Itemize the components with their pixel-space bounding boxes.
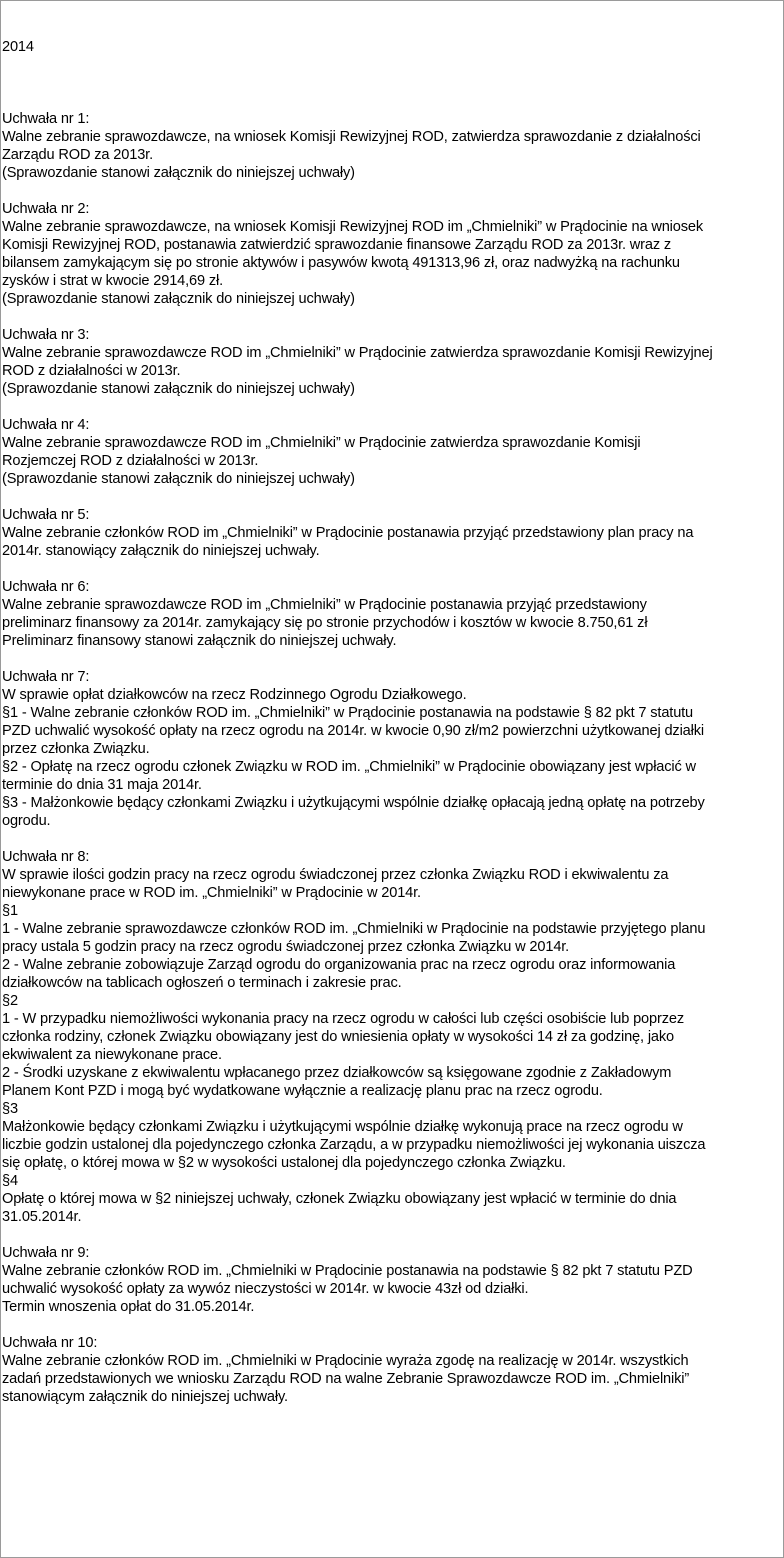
resolution-text-line: Walne zebranie sprawozdawcze ROD im „Chmielniki” w Prądocinie postanawia przyjąć przedstawiony	[2, 597, 647, 613]
resolution-text-line: 1 - Walne zebranie sprawozdawcze członków ROD im. „Chmielniki w Prądocinie na podstawie przyjętego planu	[2, 921, 706, 937]
resolution-text-line: przez członka Związku.	[2, 741, 150, 757]
resolution-text-line: (Sprawozdanie stanowi załącznik do niniejszej uchwały)	[2, 165, 355, 181]
resolution-title: Uchwała nr 5:	[2, 507, 90, 523]
resolution-text-line: Preliminarz finansowy stanowi załącznik do niniejszej uchwały.	[2, 633, 397, 649]
blank-line	[2, 398, 782, 416]
resolution-text-line: 1 - W przypadku niemożliwości wykonania pracy na rzecz ogrodu w całości lub części osobiście lub poprzez	[2, 1011, 684, 1027]
resolution-text-line: ekwiwalent za niewykonane prace.	[2, 1047, 222, 1063]
blank-line	[2, 1316, 782, 1334]
resolution-text-line: bilansem zamykającym się po stronie aktywów i pasywów kwotą 491313,96 zł, oraz nadwyżką na rachunku	[2, 255, 680, 271]
resolution-title: Uchwała nr 3:	[2, 327, 90, 343]
blank-line	[2, 560, 782, 578]
resolution-title: Uchwała nr 10:	[2, 1335, 98, 1351]
resolution-text-line: Planem Kont PZD i mogą być wydatkowane wyłącznie a realizację planu prac na rzecz ogrodu.	[2, 1083, 603, 1099]
resolution-text-line: Termin wnoszenia opłat do 31.05.2014r.	[2, 1299, 255, 1315]
resolution-text-line: (Sprawozdanie stanowi załącznik do niniejszej uchwały)	[2, 291, 355, 307]
resolution-text-line: terminie do dnia 31 maja 2014r.	[2, 777, 202, 793]
resolution-text-line: stanowiącym załącznik do niniejszej uchwały.	[2, 1389, 288, 1405]
resolution-text-line: §1 - Walne zebranie członków ROD im. „Chmielniki” w Prądocinie postanawia na podstawie § 82 pkt 7 statutu	[2, 705, 694, 721]
resolution-text-line: Walne zebranie sprawozdawcze ROD im „Chmielniki” w Prądocinie zatwierdza sprawozdanie Komisji Rewizyjnej	[2, 345, 713, 361]
resolution-text-line: §4	[2, 1173, 18, 1189]
resolution-text-line: Opłatę o której mowa w §2 niniejszej uchwały, członek Związku obowiązany jest wpłacić w terminie do dnia	[2, 1191, 677, 1207]
resolution-title: Uchwała nr 9:	[2, 1245, 90, 1261]
resolution-text-line: się opłatę, o której mowa w §2 w wysokości ustalonej dla pojedynczego członka Związku.	[2, 1155, 566, 1171]
resolution-text-line: Zarządu ROD za 2013r.	[2, 147, 153, 163]
resolution-title: Uchwała nr 7:	[2, 669, 90, 685]
resolution-text-line: Rozjemczej ROD z działalności w 2013r.	[2, 453, 259, 469]
resolution-text-line: ROD z działalności w 2013r.	[2, 363, 181, 379]
resolution-text-line: W sprawie opłat działkowców na rzecz Rodzinnego Ogrodu Działkowego.	[2, 687, 467, 703]
resolution-text-line: preliminarz finansowy za 2014r. zamykający się po stronie przychodów i kosztów w kwocie 8.750,61 zł	[2, 615, 648, 631]
resolution-text-line: §1	[2, 903, 18, 919]
resolution-text-line: niewykonane prace w ROD im. „Chmielniki” w Prądocinie w 2014r.	[2, 885, 421, 901]
resolution-text-line: §2 - Opłatę na rzecz ogrodu członek Związku w ROD im. „Chmielniki” w Prądocinie obowiązany jest wpłacić w	[2, 759, 696, 775]
resolution-text-line: W sprawie ilości godzin pracy na rzecz ogrodu świadczonej przez członka Związku ROD i ekwiwalentu za	[2, 867, 669, 883]
resolution-text-line: działkowców na tablicach ogłoszeń o terminach i zakresie prac.	[2, 975, 402, 991]
blank-line	[2, 308, 782, 326]
resolution-text-line: Komisji Rewizyjnej ROD, postanawia zatwierdzić sprawozdanie finansowe Zarządu ROD za 2013r. wraz z	[2, 237, 672, 253]
resolution-text-line: członka rodziny, członek Związku obowiązany jest do wniesienia opłaty w wysokości 14 zł za godzinę, jako	[2, 1029, 674, 1045]
resolution-text-line: §3 - Małżonkowie będący członkami Związku i użytkującymi wspólnie działkę opłacają jedną opłatę na potrzeby	[2, 795, 705, 811]
resolution-text-line: zysków i strat w kwocie 2914,69 zł.	[2, 273, 224, 289]
blank-line	[2, 830, 782, 848]
blank-line	[2, 488, 782, 506]
resolution-text-line: uchwalić wysokość opłaty za wywóz nieczystości w 2014r. w kwocie 43zł od działki.	[2, 1281, 529, 1297]
resolution-block	[2, 182, 782, 308]
resolution-text-line: ogrodu.	[2, 813, 51, 829]
resolution-text-line: 31.05.2014r.	[2, 1209, 82, 1225]
blank-line	[2, 182, 782, 200]
resolution-block	[2, 1226, 782, 1316]
resolution-text-line: Małżonkowie będący członkami Związku i użytkującymi wspólnie działkę wykonują prace na rzecz ogrodu w	[2, 1119, 683, 1135]
resolution-title: Uchwała nr 8:	[2, 849, 90, 865]
resolution-text-line: Walne zebranie członków ROD im. „Chmielniki w Prądocinie postanawia na podstawie § 82 pkt 7 statutu PZD	[2, 1263, 693, 1279]
blank-line	[2, 92, 782, 110]
document-year: 2014	[2, 39, 34, 55]
resolution-block	[2, 308, 782, 398]
resolution-text-line: (Sprawozdanie stanowi załącznik do niniejszej uchwały)	[2, 471, 355, 487]
resolution-title: Uchwała nr 4:	[2, 417, 90, 433]
resolution-text-line: Walne zebranie członków ROD im „Chmielniki” w Prądocinie postanawia przyjąć przedstawiony plan pracy na	[2, 525, 694, 541]
resolution-text-line: §3	[2, 1101, 18, 1117]
resolution-text-line: 2 - Walne zebranie zobowiązuje Zarząd ogrodu do organizowania prac na rzecz ogrodu oraz informowania	[2, 957, 676, 973]
resolution-block	[2, 92, 782, 182]
resolution-text-line: PZD uchwalić wysokość opłaty na rzecz ogrodu na 2014r. w kwocie 0,90 zł/m2 powierzchni użytkowanej działki	[2, 723, 704, 739]
resolution-text-line: Walne zebranie sprawozdawcze, na wniosek Komisji Rewizyjnej ROD, zatwierdza sprawozdanie z działalności	[2, 129, 701, 145]
resolution-text-line: §2	[2, 993, 18, 1009]
resolution-text-line: Walne zebranie sprawozdawcze, na wniosek Komisji Rewizyjnej ROD im „Chmielniki” w Prądocinie na wniosek	[2, 219, 703, 235]
resolution-title: Uchwała nr 2:	[2, 201, 90, 217]
blank-line	[2, 650, 782, 668]
blank-line	[2, 1226, 782, 1244]
resolution-block	[2, 398, 782, 488]
resolution-text-line: 2014r. stanowiący załącznik do niniejszej uchwały.	[2, 543, 320, 559]
resolution-block	[2, 650, 782, 830]
resolution-text-line: Walne zebranie członków ROD im. „Chmielniki w Prądocinie wyraża zgodę na realizację w 2014r. wszystkich	[2, 1353, 689, 1369]
resolutions-list	[2, 92, 782, 1406]
resolution-block	[2, 488, 782, 560]
resolution-text-line: liczbie godzin ustalonej dla pojedynczego członka Zarządu, a w przypadku niemożliwości jej wykonania uiszcza	[2, 1137, 706, 1153]
resolution-title: Uchwała nr 1:	[2, 111, 90, 127]
resolution-block	[2, 830, 782, 1226]
document-text	[2, 2, 782, 1442]
resolution-block	[2, 560, 782, 650]
resolution-title: Uchwała nr 6:	[2, 579, 90, 595]
resolution-text-line: 2 - Środki uzyskane z ekwiwalentu wpłacanego przez działkowców są księgowane zgodnie z Zakładowym	[2, 1065, 672, 1081]
resolution-text-line: (Sprawozdanie stanowi załącznik do niniejszej uchwały)	[2, 381, 355, 397]
resolution-text-line: Walne zebranie sprawozdawcze ROD im „Chmielniki” w Prądocinie zatwierdza sprawozdanie Komisji	[2, 435, 641, 451]
resolution-text-line: zadań przedstawionych we wniosku Zarządu ROD na walne Zebranie Sprawozdawcze ROD im. „Chmielniki”	[2, 1371, 690, 1387]
resolution-text-line: pracy ustala 5 godzin pracy na rzecz ogrodu świadczonej przez członka Związku w 2014r.	[2, 939, 570, 955]
resolution-block	[2, 1316, 782, 1406]
